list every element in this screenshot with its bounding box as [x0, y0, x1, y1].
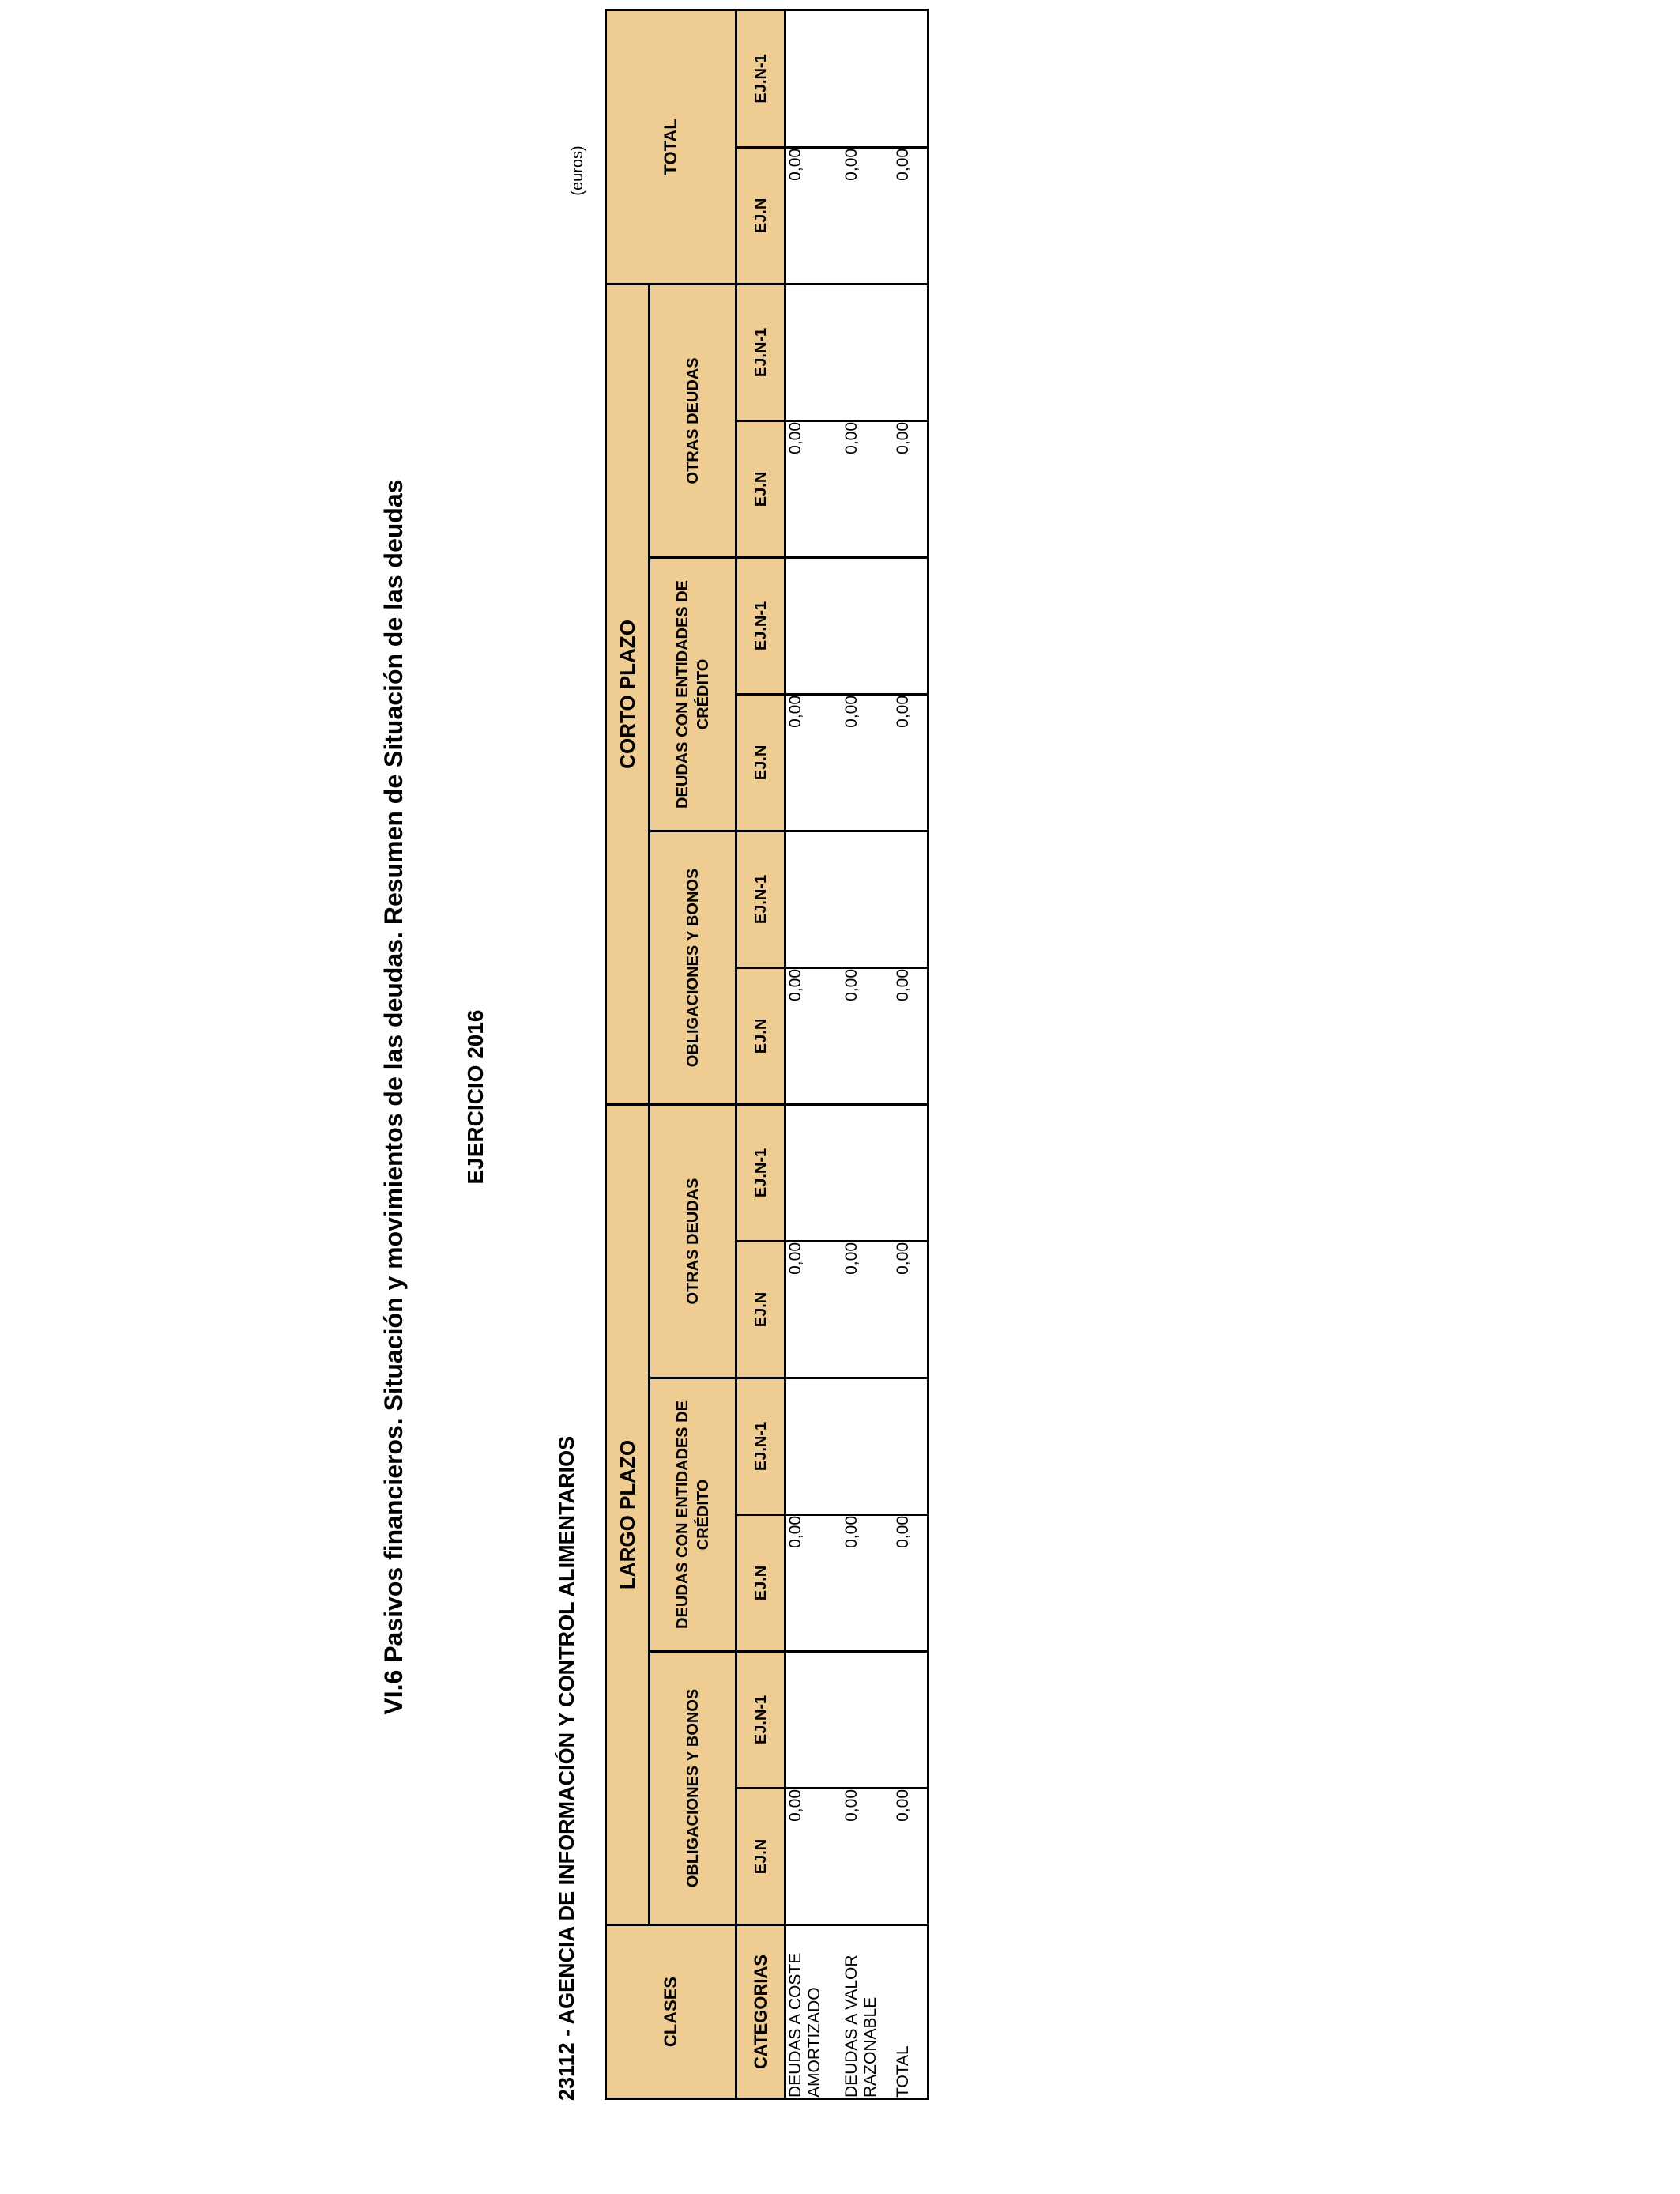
value-cell	[842, 1378, 894, 1515]
value-cell	[842, 831, 894, 967]
value-cell: 0,00	[894, 694, 929, 831]
value-cell: 0,00	[842, 1515, 894, 1652]
value-cell	[894, 557, 929, 694]
value-cell: 0,00	[785, 1242, 842, 1378]
category-cell: DEUDAS A VALOR RAZONABLE	[842, 1925, 894, 2099]
table-row	[894, 9, 929, 2098]
value-cell: 0,00	[842, 147, 894, 284]
value-cell	[785, 831, 842, 967]
total-header: TOTAL	[606, 9, 736, 284]
period-header: EJ.N-1	[736, 9, 785, 147]
period-header: EJ.N	[736, 967, 785, 1104]
value-cell	[785, 9, 842, 147]
category-cell: TOTAL	[894, 1925, 929, 2099]
currency-units: (euros)	[569, 145, 586, 196]
period-header: EJ.N-1	[736, 284, 785, 420]
value-cell	[842, 9, 894, 147]
period-header: EJ.N	[736, 1789, 785, 1925]
clases-header: CLASES	[606, 1925, 736, 2099]
value-cell: 0,00	[894, 1789, 929, 1925]
debt-summary-table	[605, 9, 929, 2100]
period-header: EJ.N-1	[736, 557, 785, 694]
value-cell	[785, 1652, 842, 1789]
subgroup-header: OBLIGACIONES Y BONOS	[650, 1652, 736, 1925]
value-cell: 0,00	[785, 1789, 842, 1925]
value-cell: 0,00	[894, 967, 929, 1104]
value-cell	[785, 557, 842, 694]
value-cell	[785, 1104, 842, 1241]
value-cell: 0,00	[894, 1515, 929, 1652]
period-header: EJ.N	[736, 1515, 785, 1652]
value-cell: 0,00	[785, 420, 842, 557]
group-header-largo-plazo: LARGO PLAZO	[606, 1104, 650, 1924]
category-cell: DEUDAS A COSTE AMORTIZADO	[785, 1925, 842, 2099]
table-row	[842, 9, 894, 2098]
table-row	[785, 9, 842, 2098]
group-header-corto-plazo: CORTO PLAZO	[606, 284, 650, 1104]
value-cell	[894, 284, 929, 420]
page-title: VI.6 Pasivos financieros. Situación y movimientos de las deudas. Resumen de Situación de las deudas	[379, 479, 408, 1715]
period-header: EJ.N	[736, 147, 785, 284]
value-cell: 0,00	[842, 1242, 894, 1378]
value-cell: 0,00	[785, 1515, 842, 1652]
value-cell: 0,00	[894, 420, 929, 557]
value-cell: 0,00	[842, 420, 894, 557]
subgroup-header: DEUDAS CON ENTIDADES DE CRÉDITO	[650, 1378, 736, 1652]
value-cell: 0,00	[842, 694, 894, 831]
value-cell	[894, 1652, 929, 1789]
value-cell	[894, 9, 929, 147]
period-header: EJ.N-1	[736, 831, 785, 967]
value-cell: 0,00	[785, 967, 842, 1104]
value-cell	[785, 284, 842, 420]
period-header: EJ.N-1	[736, 1104, 785, 1241]
period-header: EJ.N	[736, 694, 785, 831]
subgroup-header: OTRAS DEUDAS	[650, 284, 736, 557]
value-cell	[894, 1378, 929, 1515]
value-cell	[894, 831, 929, 967]
value-cell	[785, 1378, 842, 1515]
subgroup-header: OBLIGACIONES Y BONOS	[650, 831, 736, 1104]
value-cell: 0,00	[894, 1242, 929, 1378]
value-cell	[842, 1104, 894, 1241]
value-cell: 0,00	[842, 967, 894, 1104]
entity-name: 23112 - AGENCIA DE INFORMACIÓN Y CONTROL ALIMENTARIOS	[555, 1435, 578, 2101]
value-cell	[842, 284, 894, 420]
value-cell: 0,00	[842, 1789, 894, 1925]
period-header: EJ.N-1	[736, 1652, 785, 1789]
value-cell	[842, 1652, 894, 1789]
value-cell	[842, 557, 894, 694]
period-header: EJ.N	[736, 1242, 785, 1378]
value-cell: 0,00	[785, 694, 842, 831]
value-cell: 0,00	[894, 147, 929, 284]
fiscal-year: EJERCICIO 2016	[463, 1009, 488, 1185]
value-cell	[894, 1104, 929, 1241]
categorias-header: CATEGORIAS	[736, 1925, 785, 2099]
value-cell: 0,00	[785, 147, 842, 284]
subgroup-header: DEUDAS CON ENTIDADES DE CRÉDITO	[650, 557, 736, 831]
subgroup-header: OTRAS DEUDAS	[650, 1104, 736, 1378]
period-header: EJ.N	[736, 420, 785, 557]
period-header: EJ.N-1	[736, 1378, 785, 1515]
